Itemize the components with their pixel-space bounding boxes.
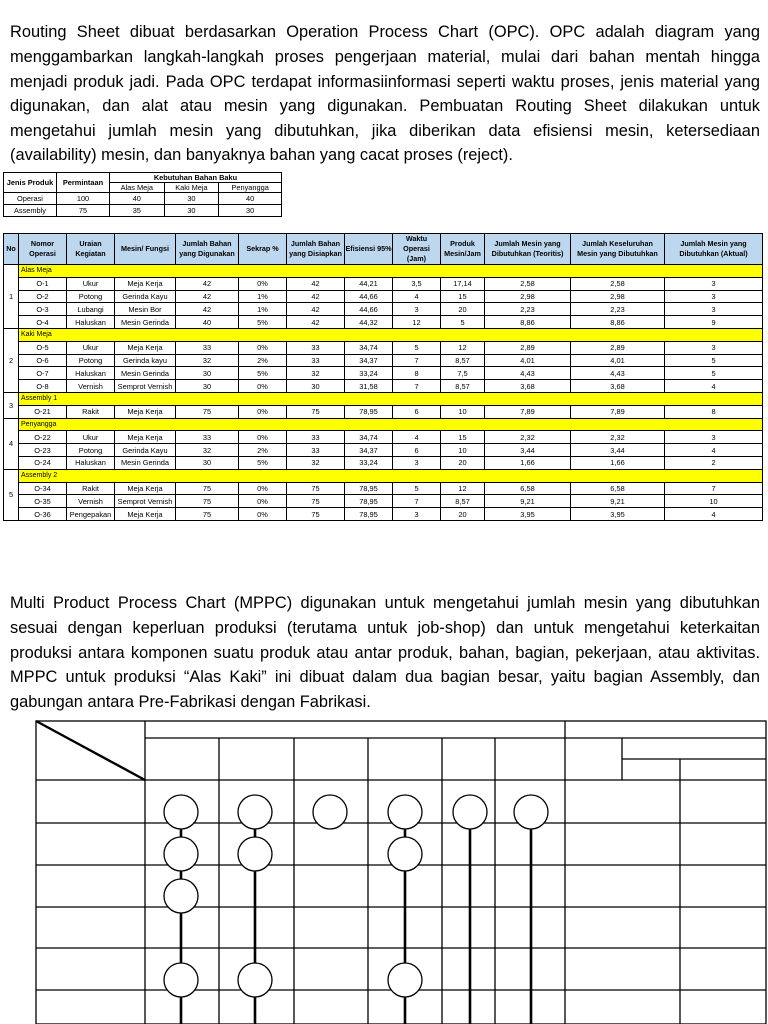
routing-cell: 3,44: [571, 444, 665, 457]
routing-cell: 75: [176, 482, 239, 495]
demand-col-product: Jenis Produk: [4, 173, 57, 193]
routing-group-label: Kaki Meja: [19, 328, 763, 341]
routing-cell: 2,58: [571, 277, 665, 290]
routing-cell: 10: [441, 405, 485, 418]
routing-cell: 4: [665, 444, 763, 457]
mppc-operation-circle: [164, 795, 198, 829]
mppc-operation-circle: [313, 795, 347, 829]
routing-cell: 1,66: [571, 456, 665, 469]
routing-cell: 4: [393, 290, 441, 303]
routing-cell: O-5: [19, 341, 67, 354]
mppc-paragraph: Multi Product Process Chart (MPPC) digunakan untuk mengetahui jumlah mesin yang dibutuhkan sesuai dengan keperluan produksi (terutama untuk job-shop) dan untuk mengetahui keterkaitan produksi antara komponen suatu produk atau antar produk, bahan, bagian, pekerjaan, atau aktivitas. MPPC untuk produksi “Alas Kaki” ini dibuat dalam dua bagian besar, yaitu bagian Assembly, dan gabungan antara Pre-Fabrikasi dengan Fabrikasi.: [10, 594, 760, 711]
routing-cell: Haluskan: [67, 316, 115, 329]
routing-cell: 8,57: [441, 380, 485, 393]
table-row: [4, 456, 763, 469]
routing-cell: O-36: [19, 508, 67, 521]
demand-col-demand: Permintaan: [57, 173, 110, 193]
routing-cell: Vernish: [67, 380, 115, 393]
routing-cell: 42: [176, 290, 239, 303]
routing-cell: Pengepakan: [67, 508, 115, 521]
routing-sheet-table: [3, 233, 763, 521]
routing-cell: 3: [665, 290, 763, 303]
routing-cell: O-35: [19, 495, 67, 508]
routing-cell: 34,74: [345, 431, 393, 444]
mppc-operation-circle: [164, 837, 198, 871]
routing-cell: 44,66: [345, 303, 393, 316]
routing-cell: 6,58: [571, 482, 665, 495]
routing-header-cell: Waktu Operasi (Jam): [393, 234, 441, 265]
routing-cell: Meja Kerja: [115, 405, 176, 418]
routing-cell: Meja Kerja: [115, 341, 176, 354]
routing-cell: 8,86: [571, 316, 665, 329]
routing-header-cell: Nomor Operasi: [19, 234, 67, 265]
routing-cell: 30: [176, 456, 239, 469]
routing-header-cell: Efisiensi 95%: [345, 234, 393, 265]
routing-group-row: [4, 418, 763, 431]
table-row: [4, 380, 763, 393]
routing-cell: 0%: [239, 482, 287, 495]
routing-cell: 34,37: [345, 444, 393, 457]
routing-cell: 44,32: [345, 316, 393, 329]
routing-cell: 0%: [239, 405, 287, 418]
routing-cell: 20: [441, 303, 485, 316]
routing-cell: 33: [176, 341, 239, 354]
table-row: [4, 277, 763, 290]
routing-cell: 75: [287, 508, 345, 521]
routing-group-no: 4: [4, 418, 19, 469]
routing-cell: 44,21: [345, 277, 393, 290]
routing-cell: 1%: [239, 303, 287, 316]
routing-cell: Gerinda Kayu: [115, 444, 176, 457]
table-row: [4, 341, 763, 354]
routing-cell: 2,23: [571, 303, 665, 316]
routing-cell: 34,37: [345, 354, 393, 367]
routing-cell: 10: [441, 444, 485, 457]
routing-cell: O-6: [19, 354, 67, 367]
routing-cell: 2,98: [485, 290, 571, 303]
mppc-diagram: [0, 715, 768, 1024]
routing-cell: 33,24: [345, 456, 393, 469]
table-row: [4, 482, 763, 495]
demand-cell: 75: [57, 205, 110, 217]
routing-cell: Mesin Gerinda: [115, 456, 176, 469]
routing-group-row: [4, 392, 763, 405]
demand-cell: 40: [219, 193, 282, 205]
routing-cell: 7,5: [441, 367, 485, 380]
table-row: [4, 444, 763, 457]
routing-cell: 31,58: [345, 380, 393, 393]
table-row: [4, 495, 763, 508]
routing-cell: Vernish: [67, 495, 115, 508]
demand-cell: 100: [57, 193, 110, 205]
mppc-corner-diagonal: [36, 721, 145, 780]
routing-cell: 2,89: [485, 341, 571, 354]
routing-cell: 4: [665, 380, 763, 393]
routing-cell: 2,98: [571, 290, 665, 303]
demand-cell: Operasi: [4, 193, 57, 205]
routing-cell: 2%: [239, 444, 287, 457]
routing-cell: Ukur: [67, 277, 115, 290]
routing-header-cell: No: [4, 234, 19, 265]
routing-cell: 32: [176, 354, 239, 367]
demand-table-body: [4, 193, 282, 217]
mppc-operation-circle: [238, 963, 272, 997]
routing-header-cell: Jumlah Keseluruhan Mesin yang Dibutuhkan: [571, 234, 665, 265]
routing-cell: 3,68: [571, 380, 665, 393]
routing-cell: 75: [176, 508, 239, 521]
routing-group-no: 5: [4, 469, 19, 520]
routing-cell: 4: [393, 431, 441, 444]
routing-cell: 2: [665, 456, 763, 469]
routing-group-row: [4, 265, 763, 278]
routing-cell: 33,24: [345, 367, 393, 380]
routing-cell: 15: [441, 290, 485, 303]
mppc-operation-circle: [164, 879, 198, 913]
routing-cell: 5: [393, 482, 441, 495]
routing-cell: 3: [665, 431, 763, 444]
routing-cell: 12: [441, 482, 485, 495]
routing-cell: Potong: [67, 290, 115, 303]
routing-cell: 30: [176, 367, 239, 380]
routing-cell: 5%: [239, 316, 287, 329]
demand-sub-header: Kaki Meja: [164, 183, 219, 193]
routing-cell: 0%: [239, 495, 287, 508]
routing-cell: O-34: [19, 482, 67, 495]
demand-group-header: Kebutuhan Bahan Baku: [110, 173, 282, 183]
routing-cell: Meja Kerja: [115, 482, 176, 495]
routing-cell: 75: [176, 495, 239, 508]
routing-cell: 75: [287, 405, 345, 418]
routing-cell: Mesin Gerinda: [115, 367, 176, 380]
routing-cell: 75: [287, 495, 345, 508]
table-row: [4, 431, 763, 444]
routing-cell: Mesin Gerinda: [115, 316, 176, 329]
routing-cell: O-23: [19, 444, 67, 457]
routing-cell: 2,32: [485, 431, 571, 444]
routing-group-no: 1: [4, 265, 19, 329]
routing-header-cell: Jumlah Mesin yang Dibutuhkan (Teoritis): [485, 234, 571, 265]
routing-cell: 3,44: [485, 444, 571, 457]
routing-group-label: Assembly 1: [19, 392, 763, 405]
routing-cell: 3: [665, 303, 763, 316]
routing-cell: 6: [393, 405, 441, 418]
routing-cell: 8: [393, 367, 441, 380]
routing-cell: Mesin Bor: [115, 303, 176, 316]
routing-cell: O-8: [19, 380, 67, 393]
routing-cell: 8,57: [441, 495, 485, 508]
demand-sub-header: Penyangga: [219, 183, 282, 193]
routing-group-no: 2: [4, 328, 19, 392]
routing-cell: 12: [393, 316, 441, 329]
routing-cell: 17,14: [441, 277, 485, 290]
routing-cell: 2,58: [485, 277, 571, 290]
table-row: [4, 303, 763, 316]
routing-cell: 3: [665, 277, 763, 290]
routing-cell: 3: [393, 508, 441, 521]
routing-cell: 42: [287, 303, 345, 316]
routing-cell: 0%: [239, 508, 287, 521]
routing-cell: 30: [176, 380, 239, 393]
demand-table: [3, 172, 282, 217]
routing-cell: Potong: [67, 444, 115, 457]
table-row: [4, 316, 763, 329]
routing-group-row: [4, 328, 763, 341]
routing-cell: 8: [665, 405, 763, 418]
routing-cell: 33: [287, 354, 345, 367]
table-row: [4, 367, 763, 380]
routing-cell: Ukur: [67, 431, 115, 444]
table-row: [4, 405, 763, 418]
routing-cell: 10: [665, 495, 763, 508]
routing-cell: 4,01: [485, 354, 571, 367]
routing-header-cell: Jumlah Bahan yang Disiapkan: [287, 234, 345, 265]
routing-cell: 3,95: [485, 508, 571, 521]
routing-cell: 8,57: [441, 354, 485, 367]
routing-group-row: [4, 469, 763, 482]
routing-cell: 7: [393, 380, 441, 393]
demand-row: [4, 193, 282, 205]
routing-cell: 9: [665, 316, 763, 329]
routing-cell: O-2: [19, 290, 67, 303]
routing-cell: O-22: [19, 431, 67, 444]
routing-cell: 30: [287, 380, 345, 393]
routing-cell: 1,66: [485, 456, 571, 469]
routing-cell: 34,74: [345, 341, 393, 354]
routing-cell: 32: [287, 367, 345, 380]
routing-cell: O-1: [19, 277, 67, 290]
demand-sub-header: Alas Meja: [110, 183, 165, 193]
routing-cell: 4,01: [571, 354, 665, 367]
demand-row: [4, 205, 282, 217]
routing-header-cell: Jumlah Mesin yang Dibutuhkan (Aktual): [665, 234, 763, 265]
routing-cell: 42: [176, 303, 239, 316]
demand-cell: Assembly: [4, 205, 57, 217]
mppc-operation-circles: [164, 795, 548, 997]
routing-cell: 32: [287, 456, 345, 469]
routing-cell: 3,68: [485, 380, 571, 393]
routing-header-cell: Sekrap %: [239, 234, 287, 265]
table-row: [4, 508, 763, 521]
routing-cell: 42: [287, 277, 345, 290]
table-row: [4, 354, 763, 367]
routing-cell: Gerinda kayu: [115, 354, 176, 367]
demand-cell: 30: [219, 205, 282, 217]
routing-cell: 1%: [239, 290, 287, 303]
routing-cell: 6: [393, 444, 441, 457]
routing-cell: 4,43: [485, 367, 571, 380]
routing-cell: Rakit: [67, 482, 115, 495]
routing-cell: 75: [176, 405, 239, 418]
routing-cell: 32: [176, 444, 239, 457]
routing-cell: 44,66: [345, 290, 393, 303]
mppc-operation-circle: [514, 795, 548, 829]
routing-cell: 3,95: [571, 508, 665, 521]
routing-cell: 7: [393, 495, 441, 508]
mppc-operation-circle: [388, 837, 422, 871]
routing-group-label: Alas Meja: [19, 265, 763, 278]
routing-cell: 40: [176, 316, 239, 329]
routing-cell: O-4: [19, 316, 67, 329]
routing-cell: 0%: [239, 277, 287, 290]
routing-cell: 7: [665, 482, 763, 495]
routing-cell: 42: [287, 316, 345, 329]
routing-cell: 5: [393, 341, 441, 354]
routing-cell: 0%: [239, 431, 287, 444]
routing-header-cell: Mesin/ Fungsi: [115, 234, 176, 265]
mppc-operation-circle: [164, 963, 198, 997]
routing-cell: 2%: [239, 354, 287, 367]
routing-cell: Meja Kerja: [115, 431, 176, 444]
routing-cell: 12: [441, 341, 485, 354]
intro-paragraph: Routing Sheet dibuat berdasarkan Operation Process Chart (OPC). OPC adalah diagram yang menggambarkan langkah-langkah proses pengerjaan material, mulai dari bahan mentah hingga menjadi produk jadi. Pada OPC terdapat informasiinformasi seperti waktu proses, jenis material yang digunakan, dan alat atau mesin yang digunakan. Pembuatan Routing Sheet dilakukan untuk mengetahui jumlah mesin yang dibutuhkan, jika diberikan data efisiensi mesin, ketersediaan (availability) mesin, dan banyaknya bahan yang cacat proses (reject).: [10, 23, 760, 165]
routing-header-row: [4, 234, 763, 265]
routing-cell: 5: [441, 316, 485, 329]
routing-cell: O-3: [19, 303, 67, 316]
routing-cell: 8,86: [485, 316, 571, 329]
routing-cell: 78,95: [345, 495, 393, 508]
routing-cell: Haluskan: [67, 367, 115, 380]
table-row: [4, 290, 763, 303]
routing-cell: 0%: [239, 380, 287, 393]
routing-cell: O-21: [19, 405, 67, 418]
demand-cell: 30: [164, 205, 219, 217]
routing-cell: Gerinda Kayu: [115, 290, 176, 303]
routing-cell: 2,32: [571, 431, 665, 444]
routing-cell: 5: [665, 354, 763, 367]
routing-cell: 9,21: [571, 495, 665, 508]
demand-cell: 35: [110, 205, 165, 217]
routing-cell: 2,23: [485, 303, 571, 316]
demand-cell: 30: [164, 193, 219, 205]
routing-cell: 78,95: [345, 508, 393, 521]
routing-cell: 33: [287, 431, 345, 444]
routing-cell: Ukur: [67, 341, 115, 354]
routing-cell: 20: [441, 456, 485, 469]
routing-group-label: Assembly 2: [19, 469, 763, 482]
routing-cell: 3,5: [393, 277, 441, 290]
mppc-operation-circle: [238, 837, 272, 871]
routing-cell: 33: [287, 444, 345, 457]
routing-cell: 3: [393, 456, 441, 469]
routing-cell: 5: [665, 367, 763, 380]
routing-cell: Haluskan: [67, 456, 115, 469]
routing-cell: Meja Kerja: [115, 508, 176, 521]
routing-cell: 33: [287, 341, 345, 354]
routing-cell: Meja Kerja: [115, 277, 176, 290]
routing-cell: 78,95: [345, 405, 393, 418]
routing-cell: 7: [393, 354, 441, 367]
routing-cell: 9,21: [485, 495, 571, 508]
routing-group-label: Penyangga: [19, 418, 763, 431]
routing-cell: 0%: [239, 341, 287, 354]
routing-cell: Semprot Vernish: [115, 380, 176, 393]
routing-cell: 5%: [239, 456, 287, 469]
demand-cell: 40: [110, 193, 165, 205]
routing-cell: Lubangi: [67, 303, 115, 316]
mppc-operation-circle: [388, 795, 422, 829]
routing-cell: O-24: [19, 456, 67, 469]
routing-header-cell: Produk Mesin/Jam: [441, 234, 485, 265]
routing-cell: 7,89: [571, 405, 665, 418]
routing-header-cell: Uraian Kegiatan: [67, 234, 115, 265]
routing-cell: 3: [665, 341, 763, 354]
routing-cell: Potong: [67, 354, 115, 367]
routing-cell: 78,95: [345, 482, 393, 495]
mppc-flow-lines: [181, 812, 531, 1024]
routing-header-cell: Jumlah Bahan yang Digunakan: [176, 234, 239, 265]
routing-cell: Semprot Vernish: [115, 495, 176, 508]
routing-cell: 15: [441, 431, 485, 444]
routing-cell: 42: [176, 277, 239, 290]
routing-cell: O-7: [19, 367, 67, 380]
routing-table-body: [4, 265, 763, 521]
mppc-operation-circle: [453, 795, 487, 829]
routing-cell: 4: [665, 508, 763, 521]
routing-cell: 5%: [239, 367, 287, 380]
routing-cell: 4,43: [571, 367, 665, 380]
routing-group-no: 3: [4, 392, 19, 418]
routing-cell: 20: [441, 508, 485, 521]
routing-cell: 7,89: [485, 405, 571, 418]
routing-cell: Rakit: [67, 405, 115, 418]
routing-cell: 2,89: [571, 341, 665, 354]
routing-cell: 33: [176, 431, 239, 444]
routing-cell: 75: [287, 482, 345, 495]
mppc-operation-circle: [238, 795, 272, 829]
routing-cell: 42: [287, 290, 345, 303]
routing-cell: 3: [393, 303, 441, 316]
mppc-operation-circle: [388, 963, 422, 997]
routing-cell: 6,58: [485, 482, 571, 495]
